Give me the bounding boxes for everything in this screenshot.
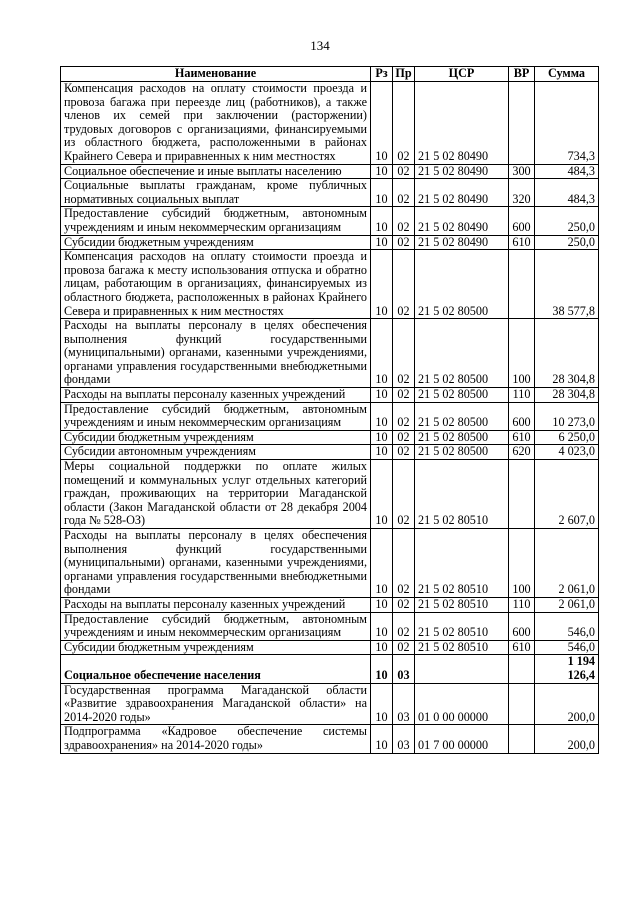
cell-csr: 21 5 02 80500 bbox=[415, 402, 509, 430]
cell-pr: 02 bbox=[393, 82, 415, 165]
cell-rz: 10 bbox=[371, 82, 393, 165]
cell-name: Предоставление субсидий бюджетным, автономным учреждениям и иным некоммерческим организациям bbox=[61, 612, 371, 640]
cell-name: Социальные выплаты гражданам, кроме публичных нормативных социальных выплат bbox=[61, 179, 371, 207]
cell-sum: 28 304,8 bbox=[535, 319, 599, 388]
table-row bbox=[61, 725, 599, 753]
cell-sum: 484,3 bbox=[535, 164, 599, 179]
cell-rz: 10 bbox=[371, 207, 393, 235]
cell-vr: 100 bbox=[509, 529, 535, 598]
cell-csr: 21 5 02 80510 bbox=[415, 612, 509, 640]
cell-rz: 10 bbox=[371, 725, 393, 753]
cell-name: Расходы на выплаты персоналу в целях обеспечения выполнения функций государственными (муниципальными) органами, казенными учреждениями, органами управления государственными внебюджетными фондами bbox=[61, 529, 371, 598]
cell-csr bbox=[415, 655, 509, 683]
cell-vr: 610 bbox=[509, 640, 535, 655]
cell-rz: 10 bbox=[371, 445, 393, 460]
cell-pr: 03 bbox=[393, 655, 415, 683]
table-row bbox=[61, 164, 599, 179]
cell-sum: 546,0 bbox=[535, 612, 599, 640]
cell-sum: 2 061,0 bbox=[535, 529, 599, 598]
cell-sum: 250,0 bbox=[535, 207, 599, 235]
cell-pr: 02 bbox=[393, 388, 415, 403]
cell-csr: 21 5 02 80500 bbox=[415, 250, 509, 319]
cell-pr: 02 bbox=[393, 640, 415, 655]
table-row bbox=[61, 529, 599, 598]
cell-csr: 01 7 00 00000 bbox=[415, 725, 509, 753]
cell-name: Субсидии бюджетным учреждениям bbox=[61, 430, 371, 445]
cell-csr: 21 5 02 80510 bbox=[415, 529, 509, 598]
cell-csr: 21 5 02 80500 bbox=[415, 445, 509, 460]
cell-name: Предоставление субсидий бюджетным, автономным учреждениям и иным некоммерческим организациям bbox=[61, 402, 371, 430]
cell-vr bbox=[509, 82, 535, 165]
header-pr: Пр bbox=[393, 67, 415, 82]
table-row bbox=[61, 655, 599, 683]
cell-rz: 10 bbox=[371, 430, 393, 445]
budget-table bbox=[60, 66, 599, 754]
cell-name: Подпрограмма «Кадровое обеспечение системы здравоохранения» на 2014-2020 годы» bbox=[61, 725, 371, 753]
table-row bbox=[61, 460, 599, 529]
cell-pr: 02 bbox=[393, 235, 415, 250]
cell-pr: 03 bbox=[393, 683, 415, 725]
cell-csr: 21 5 02 80510 bbox=[415, 640, 509, 655]
cell-vr: 100 bbox=[509, 319, 535, 388]
cell-sum: 250,0 bbox=[535, 235, 599, 250]
table-row bbox=[61, 402, 599, 430]
cell-rz: 10 bbox=[371, 319, 393, 388]
cell-vr: 610 bbox=[509, 235, 535, 250]
cell-sum: 546,0 bbox=[535, 640, 599, 655]
cell-rz: 10 bbox=[371, 179, 393, 207]
cell-pr: 02 bbox=[393, 164, 415, 179]
table-row bbox=[61, 445, 599, 460]
cell-sum: 4 023,0 bbox=[535, 445, 599, 460]
cell-sum: 2 607,0 bbox=[535, 460, 599, 529]
table-row bbox=[61, 319, 599, 388]
cell-pr: 02 bbox=[393, 460, 415, 529]
cell-vr bbox=[509, 683, 535, 725]
cell-name: Расходы на выплаты персоналу в целях обеспечения выполнения функций государственными (муниципальными) органами, казенными учреждениями, органами управления государственными внебюджетными фондами bbox=[61, 319, 371, 388]
cell-name: Социальное обеспечение и иные выплаты населению bbox=[61, 164, 371, 179]
cell-csr: 01 0 00 00000 bbox=[415, 683, 509, 725]
cell-name: Расходы на выплаты персоналу казенных учреждений bbox=[61, 597, 371, 612]
cell-pr: 02 bbox=[393, 597, 415, 612]
cell-sum: 200,0 bbox=[535, 725, 599, 753]
cell-csr: 21 5 02 80490 bbox=[415, 82, 509, 165]
cell-name: Государственная программа Магаданской области «Развитие здравоохранения Магаданской области» на 2014-2020 годы» bbox=[61, 683, 371, 725]
table-row bbox=[61, 235, 599, 250]
cell-vr: 600 bbox=[509, 207, 535, 235]
cell-rz: 10 bbox=[371, 597, 393, 612]
cell-rz: 10 bbox=[371, 655, 393, 683]
table-row bbox=[61, 597, 599, 612]
cell-vr bbox=[509, 250, 535, 319]
cell-rz: 10 bbox=[371, 235, 393, 250]
cell-rz: 10 bbox=[371, 388, 393, 403]
header-csr: ЦСР bbox=[415, 67, 509, 82]
cell-rz: 10 bbox=[371, 402, 393, 430]
cell-pr: 02 bbox=[393, 612, 415, 640]
cell-name: Компенсация расходов на оплату стоимости проезда и провоза багажа к месту использования отпуска и обратно лицам, работающим в организациях, финансируемых из областного бюджета, расположенных в районах Крайнего Севера и приравненных к ним местностях bbox=[61, 250, 371, 319]
cell-csr: 21 5 02 80490 bbox=[415, 207, 509, 235]
cell-vr bbox=[509, 460, 535, 529]
cell-vr: 320 bbox=[509, 179, 535, 207]
cell-sum: 6 250,0 bbox=[535, 430, 599, 445]
cell-pr: 03 bbox=[393, 725, 415, 753]
cell-sum: 10 273,0 bbox=[535, 402, 599, 430]
cell-pr: 02 bbox=[393, 529, 415, 598]
cell-pr: 02 bbox=[393, 250, 415, 319]
header-name: Наименование bbox=[61, 67, 371, 82]
cell-vr: 110 bbox=[509, 597, 535, 612]
cell-name: Социальное обеспечение населения bbox=[61, 655, 371, 683]
cell-vr bbox=[509, 725, 535, 753]
table-header-row bbox=[61, 67, 599, 82]
cell-vr: 110 bbox=[509, 388, 535, 403]
table-row bbox=[61, 179, 599, 207]
cell-sum: 2 061,0 bbox=[535, 597, 599, 612]
cell-sum: 734,3 bbox=[535, 82, 599, 165]
table-row bbox=[61, 683, 599, 725]
header-sum: Сумма bbox=[535, 67, 599, 82]
table-row bbox=[61, 612, 599, 640]
header-rz: Рз bbox=[371, 67, 393, 82]
cell-rz: 10 bbox=[371, 683, 393, 725]
cell-pr: 02 bbox=[393, 402, 415, 430]
cell-vr: 300 bbox=[509, 164, 535, 179]
cell-sum: 200,0 bbox=[535, 683, 599, 725]
cell-rz: 10 bbox=[371, 460, 393, 529]
cell-pr: 02 bbox=[393, 445, 415, 460]
cell-csr: 21 5 02 80510 bbox=[415, 460, 509, 529]
page-number: 134 bbox=[310, 38, 330, 53]
cell-name: Меры социальной поддержки по оплате жилых помещений и коммунальных услуг отдельных категорий граждан, проживающих на территории Магаданской области (Закон Магаданской области от 28 декабря 2004 года № 528-ОЗ) bbox=[61, 460, 371, 529]
cell-pr: 02 bbox=[393, 179, 415, 207]
table-row bbox=[61, 82, 599, 165]
cell-rz: 10 bbox=[371, 612, 393, 640]
cell-name: Расходы на выплаты персоналу казенных учреждений bbox=[61, 388, 371, 403]
cell-sum: 1 194 126,4 bbox=[535, 655, 599, 683]
cell-csr: 21 5 02 80510 bbox=[415, 597, 509, 612]
cell-name: Компенсация расходов на оплату стоимости проезда и провоза багажа при переезде лиц (работников), а также членов их семей при заключении (расторжении) трудовых договоров с организациями, финансируемыми из областного бюджета, расположенными в районах Крайнего Севера и приравненных к ним местностях bbox=[61, 82, 371, 165]
cell-vr bbox=[509, 655, 535, 683]
cell-name: Субсидии автономным учреждениям bbox=[61, 445, 371, 460]
cell-rz: 10 bbox=[371, 529, 393, 598]
cell-csr: 21 5 02 80490 bbox=[415, 235, 509, 250]
cell-rz: 10 bbox=[371, 250, 393, 319]
cell-vr: 600 bbox=[509, 402, 535, 430]
cell-csr: 21 5 02 80500 bbox=[415, 388, 509, 403]
cell-name: Предоставление субсидий бюджетным, автономным учреждениям и иным некоммерческим организациям bbox=[61, 207, 371, 235]
cell-pr: 02 bbox=[393, 319, 415, 388]
cell-csr: 21 5 02 80500 bbox=[415, 319, 509, 388]
cell-rz: 10 bbox=[371, 640, 393, 655]
cell-sum: 38 577,8 bbox=[535, 250, 599, 319]
cell-pr: 02 bbox=[393, 430, 415, 445]
table-row bbox=[61, 250, 599, 319]
table-row bbox=[61, 640, 599, 655]
table-row bbox=[61, 388, 599, 403]
cell-vr: 610 bbox=[509, 430, 535, 445]
cell-vr: 620 bbox=[509, 445, 535, 460]
cell-sum: 484,3 bbox=[535, 179, 599, 207]
cell-sum: 28 304,8 bbox=[535, 388, 599, 403]
table-row bbox=[61, 207, 599, 235]
cell-csr: 21 5 02 80500 bbox=[415, 430, 509, 445]
cell-vr: 600 bbox=[509, 612, 535, 640]
table-row bbox=[61, 430, 599, 445]
header-vr: ВР bbox=[509, 67, 535, 82]
cell-name: Субсидии бюджетным учреждениям bbox=[61, 235, 371, 250]
cell-csr: 21 5 02 80490 bbox=[415, 164, 509, 179]
cell-name: Субсидии бюджетным учреждениям bbox=[61, 640, 371, 655]
table-body bbox=[61, 82, 599, 754]
cell-pr: 02 bbox=[393, 207, 415, 235]
cell-csr: 21 5 02 80490 bbox=[415, 179, 509, 207]
cell-rz: 10 bbox=[371, 164, 393, 179]
